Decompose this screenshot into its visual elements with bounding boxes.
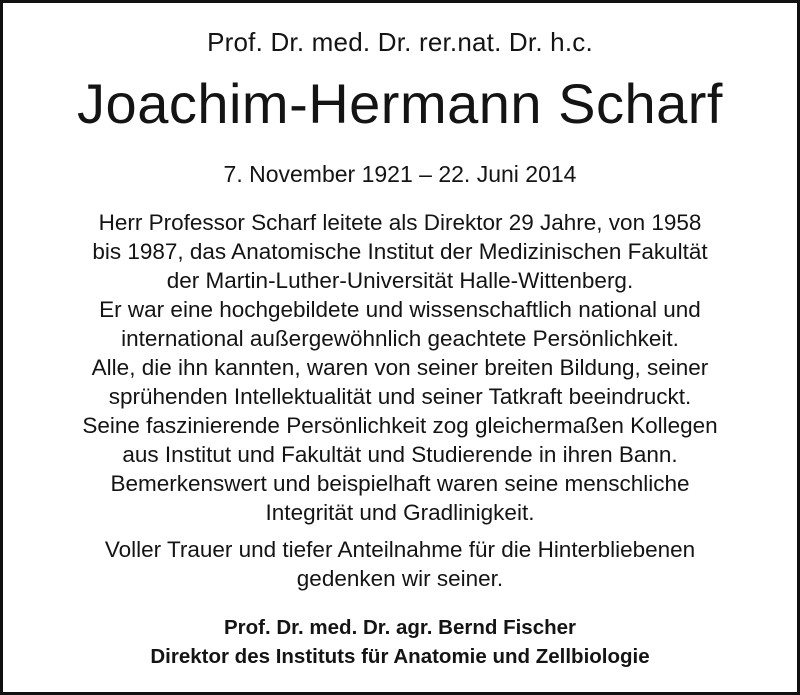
tribute-line: bis 1987, das Anatomische Institut der Medizinischen Fakultät (92, 239, 708, 264)
tribute-line: Herr Professor Scharf leitete als Direktor 29 Jahre, von 1958 (98, 210, 702, 235)
tribute-line: Er war eine hochgebildete und wissenschaftlich national und (99, 297, 701, 322)
tribute-line: Integrität und Gradlinigkeit. (265, 500, 535, 525)
tribute-line: sprühenden Intellektualität und seiner Tatkraft beeindruckt. (108, 384, 692, 409)
signatory (3, 613, 797, 671)
deceased-name: Joachim-Hermann Scharf (77, 72, 723, 135)
signatory-name: Prof. Dr. med. Dr. agr. Bernd Fischer (223, 616, 577, 639)
tribute-line: international außergewöhnlich geachtete Persönlichkeit. (121, 326, 679, 351)
life-dates: 7. November 1921 – 22. Juni 2014 (223, 161, 577, 187)
honorific-title: Prof. Dr. med. Dr. rer.nat. Dr. h.c. (207, 27, 593, 57)
condolence-text (3, 535, 797, 593)
condolence-line: Voller Trauer und tiefer Anteilnahme für die Hinterbliebenen (104, 537, 696, 562)
tribute-line: Alle, die ihn kannten, waren von seiner breiten Bildung, seiner (91, 355, 709, 380)
condolence-line: gedenken wir seiner. (296, 566, 504, 591)
tribute-line: der Martin-Luther-Universität Halle-Wittenberg. (166, 268, 634, 293)
tribute-line: aus Institut und Fakultät und Studierende in ihren Bann. (122, 442, 678, 467)
tribute-text (3, 208, 797, 527)
tribute-line: Seine faszinierende Persönlichkeit zog gleichermaßen Kollegen (82, 413, 718, 438)
tribute-line: Bemerkenswert und beispielhaft waren seine menschliche (110, 471, 690, 496)
signatory-position: Direktor des Instituts für Anatomie und Zellbiologie (150, 645, 650, 668)
